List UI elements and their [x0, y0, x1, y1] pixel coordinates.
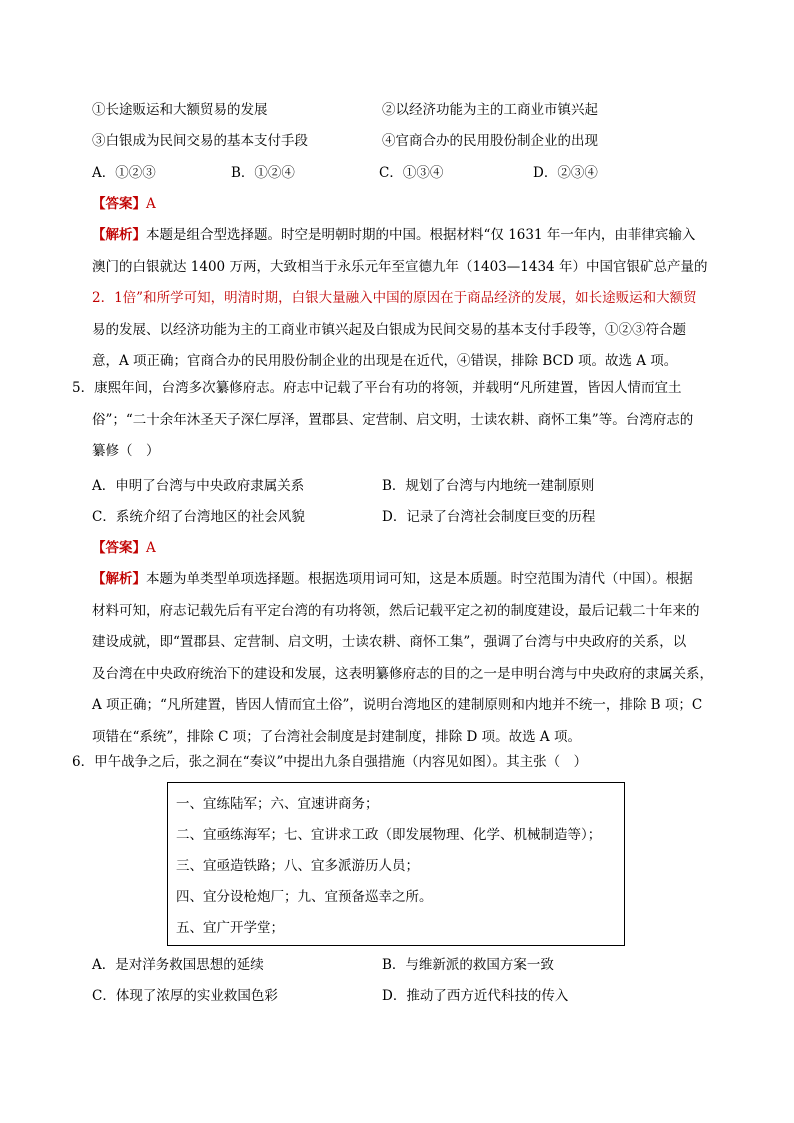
q4-analysis-line-3: 2．1倍”和所学可知，明清时期，白银大量融入中国的原因在于商品经济的发展，如长途贩运和大额贸: [92, 290, 697, 306]
q5-option-d[interactable]: D．记录了台湾社会制度巨变的历程: [382, 509, 596, 525]
answer-label: 【答案】: [92, 196, 146, 212]
q4-item-3: ③白银成为民间交易的基本支付手段: [92, 133, 308, 149]
q4-option-b[interactable]: B．①②④: [231, 165, 295, 181]
q5-stem-line-1: 5．康熙年间，台湾多次纂修府志。府志中记载了平台有功的将领，并载明“凡所建置，皆因人情而宜土: [72, 380, 682, 396]
answer-value: A: [146, 196, 156, 212]
q4-analysis-line-1: 【解析】本题是组合型选择题。时空是明朝时期的中国。根据材料“仅 1631 年一年内，由菲律宾输入: [92, 227, 696, 243]
q5-option-a[interactable]: A．申明了台湾与中央政府隶属关系: [92, 478, 305, 494]
q5-option-b[interactable]: B．规划了台湾与内地统一建制原则: [382, 478, 595, 494]
q6-stem: 6．甲午战争之后，张之洞在“奏议”中提出九条自强措施（内容见如图）。其主张（ ）: [72, 754, 588, 770]
analysis-label: 【解析】: [92, 227, 146, 243]
q4-option-d[interactable]: D．②③④: [533, 165, 598, 181]
q5-analysis-line-2: 材料可知，府志记载先后有平定台湾的有功将领，然后记载平定之初的制度建设，最后记载二十年来的: [92, 602, 700, 619]
q5-answer: [92, 538, 156, 558]
q6-material-box: [167, 782, 625, 946]
answer-value: A: [146, 540, 156, 556]
answer-label: 【答案】: [92, 540, 146, 556]
q6-option-d[interactable]: D．推动了西方近代科技的传入: [382, 988, 569, 1004]
q5-analysis: [92, 564, 718, 753]
q4-analysis-line-5: 意，A 项正确；官商合办的民用股份制企业的出现是在近代，④错误，排除 BCD 项。故选 A 项。: [92, 353, 678, 369]
q4-item-4: ④官商合办的民用股份制企业的出现: [382, 133, 598, 149]
q6-box-row-3: 三、宜亟造铁路；八、宜多派游历人员；: [176, 858, 419, 874]
q4-item-2: ②以经济功能为主的工商业市镇兴起: [382, 102, 598, 118]
q5-analysis-line-1: 【解析】本题为单类型单项选择题。根据选项用词可知，这是本质题。时空范围为清代（中国）。根据: [92, 571, 693, 587]
q4-answer: [92, 194, 156, 214]
q5-stem-line-3: 纂修（ ）: [92, 443, 160, 459]
q5-analysis-line-4: 及台湾在中央政府统治下的建设和发展，这表明纂修府志的目的之一是申明台湾与中央政府的隶属关系，: [92, 665, 713, 682]
q6-box-row-4: 四、宜分设枪炮厂；九、宜预备巡幸之所。: [176, 889, 433, 905]
q5-option-c[interactable]: C．系统介绍了台湾地区的社会风貌: [92, 509, 305, 525]
q5-stem: [72, 373, 724, 468]
q4-analysis-line-4: 易的发展、以经济功能为主的工商业市镇兴起及白银成为民间交易的基本支付手段等，①②③符合题: [92, 321, 686, 338]
q6-box-row-1: 一、宜练陆军；六、宜速讲商务；: [176, 796, 379, 812]
q4-option-a[interactable]: A．①②③: [92, 165, 156, 181]
q6-option-c[interactable]: C．体现了浓厚的实业救国色彩: [92, 988, 278, 1004]
q5-stem-line-2: 俗”；“二十余年沐圣天子深仁厚泽，置郡县、定营制、启文明，士读农耕、商怀工集”等。台湾府志的: [92, 411, 694, 428]
q5-analysis-line-3: 建设成就，即“置郡县、定营制、启文明，士读农耕、商怀工集”，强调了台湾与中央政府的关系，以: [92, 634, 687, 650]
analysis-label: 【解析】: [92, 571, 146, 587]
q6-option-b[interactable]: B．与维新派的救国方案一致: [382, 957, 554, 973]
q4-analysis: [92, 220, 718, 378]
q5-analysis-line-6: 项错在“系统”，排除 C 项；了台湾社会制度是封建制度，排除 D 项。故选 A 项。: [92, 728, 581, 745]
q5-analysis-line-5: A 项正确；“凡所建置，皆因人情而宜土俗”，说明台湾地区的建制原则和内地并不统一，排除 B 项；C: [92, 697, 703, 713]
q6-box-row-2: 二、宜亟练海军；七、宜讲求工政（即发展物理、化学、机械制造等）；: [176, 827, 602, 843]
q4-item-1: ①长途贩运和大额贸易的发展: [92, 102, 268, 118]
q6-option-a[interactable]: A．是对洋务救国思想的延续: [92, 957, 264, 973]
q4-analysis-line-2: 澳门的白银就达 1400 万两，大致相当于永乐元年至宣德九年（1403—1434 年）中国官银矿总产量的: [92, 258, 708, 275]
q6-box-row-5: 五、宜广开学堂；: [176, 920, 284, 936]
q4-option-c[interactable]: C．①③④: [379, 165, 444, 181]
